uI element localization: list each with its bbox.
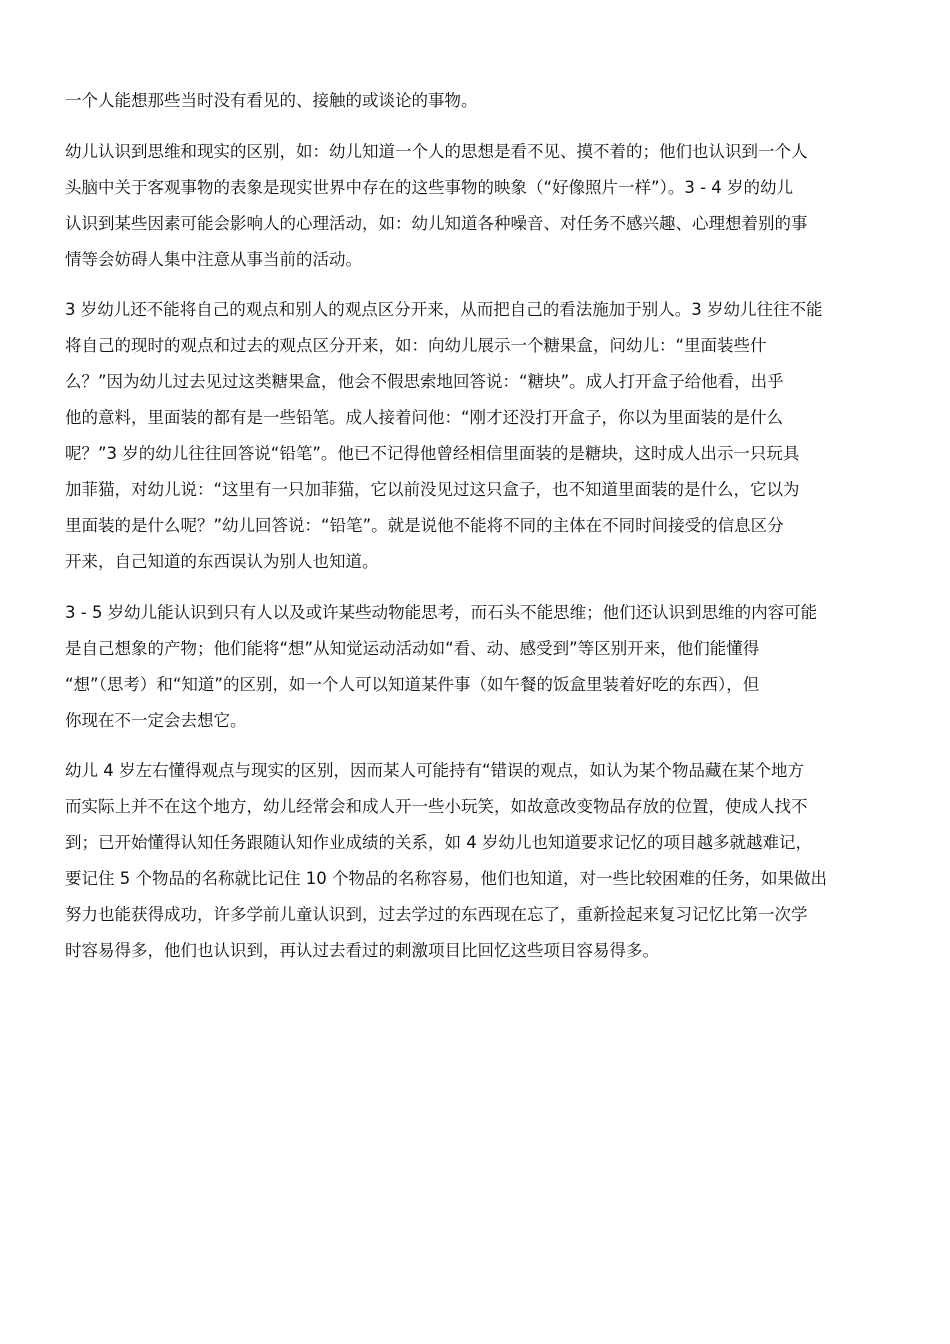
text-line: 要记住 5 个物品的名称就比记住 10 个物品的名称容易，他们也知道，对一些比较困难的任务，如果做出: [65, 869, 827, 888]
text-line: 3 岁幼儿还不能将自己的观点和别人的观点区分开来，从而把自己的看法施加于别人。3 岁幼儿往往不能: [65, 300, 823, 319]
text-line: 开来，自己知道的东西误认为别人也知道。: [65, 552, 379, 571]
text-line: 加菲猫，对幼儿说：“这里有一只加菲猫，它以前没见过这只盒子，也不知道里面装的是什么，它以为: [65, 480, 800, 499]
text-line: 情等会妨碍人集中注意从事当前的活动。: [65, 249, 362, 269]
text-line: 幼儿认识到思维和现实的区别，如：幼儿知道一个人的思想是看不见、摸不着的；他们也认识到一个人: [65, 141, 808, 161]
text-line: 而实际上并不在这个地方，幼儿经常会和成人开一些小玩笑，如故意改变物品存放的位置，使成人找不: [65, 797, 808, 816]
text-line: 一个人能想那些当时没有看见的、接触的或谈论的事物。: [65, 91, 478, 110]
text-line: 你现在不一定会去想它。: [65, 710, 247, 730]
text-line: 3 - 5 岁幼儿能认识到只有人以及或许某些动物能思考，而石头不能思维；他们还认识到思维的内容可能: [65, 602, 818, 622]
document-body: [65, 83, 895, 969]
text-line: 认识到某些因素可能会影响人的心理活动，如：幼儿知道各种噪音、对任务不感兴趣、心理想着别的事: [65, 213, 808, 233]
text-line: 时容易得多，他们也认识到，再认过去看过的刺激项目比回忆这些项目容易得多。: [65, 941, 659, 960]
text-line: 么？”因为幼儿过去见过这类糖果盒，他会不假思索地回答说：“糖块”。成人打开盒子给他看，出乎: [65, 372, 784, 391]
paragraph-5: [65, 753, 895, 969]
text-line: 是自己想象的产物；他们能将“想”从知觉运动活动如“看、动、感受到”等区别开来，他们能懂得: [65, 638, 760, 658]
text-line: 到；已开始懂得认知任务跟随认知作业成绩的关系，如 4 岁幼儿也知道要求记忆的项目越多就越难记，: [65, 833, 812, 852]
paragraph-2: [65, 134, 895, 278]
text-line: 呢？”3 岁的幼儿往往回答说“铅笔”。他已不记得他曾经相信里面装的是糖块，这时成人出示一只玩具: [65, 444, 800, 463]
text-line: 努力也能获得成功，许多学前儿童认识到，过去学过的东西现在忘了，重新捡起来复习记忆比第一次学: [65, 905, 808, 924]
text-line: “想”（思考）和“知道”的区别，如一个人可以知道某件事（如午餐的饭盒里装着好吃的东西），但: [65, 674, 760, 694]
paragraph-3: [65, 292, 895, 580]
text-line: 里面装的是什么呢？”幼儿回答说：“铅笔”。就是说他不能将不同的主体在不同时间接受的信息区分: [65, 516, 784, 535]
text-line: 幼儿 4 岁左右懂得观点与现实的区别，因而某人可能持有“错误的观点，如认为某个物品藏在某个地方: [65, 761, 805, 780]
text-line: 他的意料，里面装的都有是一些铅笔。成人接着问他：“刚才还没打开盒子，你以为里面装的是什么: [65, 408, 784, 427]
paragraph-4: [65, 595, 895, 739]
text-line: 将自己的现时的观点和过去的观点区分开来，如：向幼儿展示一个糖果盒，问幼儿：“里面装些什: [65, 336, 767, 355]
paragraph-1: [65, 83, 895, 119]
text-line: 头脑中关于客观事物的表象是现实世界中存在的这些事物的映象（“好像照片一样”）。3 - 4 岁的幼儿: [65, 177, 794, 197]
